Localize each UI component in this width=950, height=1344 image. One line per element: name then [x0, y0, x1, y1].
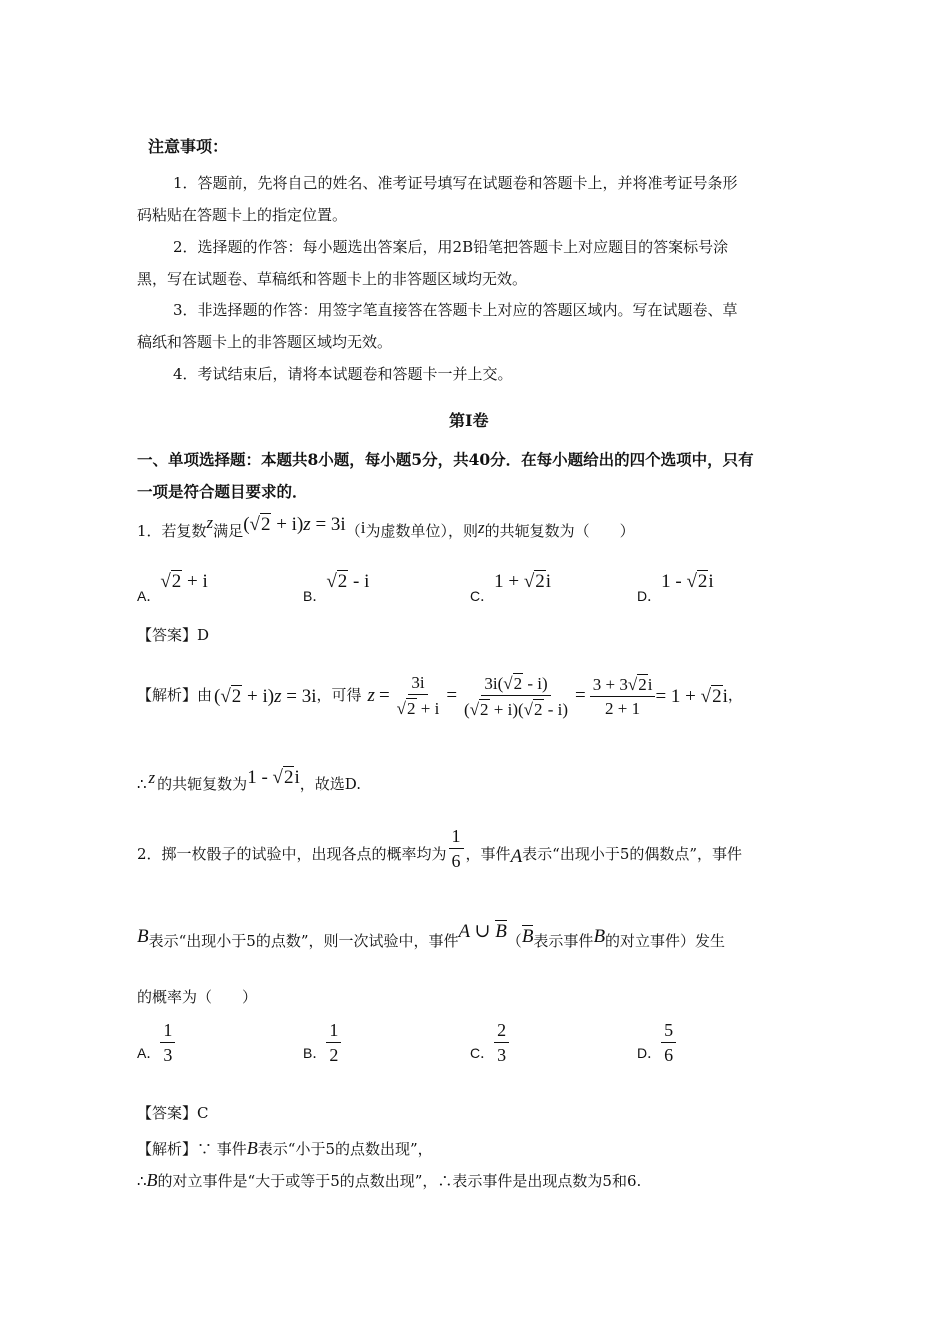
notice-item-2a: 2．选择题的作答：每小题选出答案后，用2B铅笔把答题卡上对应题目的答案标号涂	[173, 238, 729, 256]
q1-option-a-expr: √2 + i	[160, 571, 208, 592]
q1-analysis-given: (√2 + i)z = 3i	[214, 685, 317, 707]
q2-line2-paren-mid: 表示事件	[533, 932, 594, 950]
q2-stem-line-2	[137, 921, 726, 950]
q1-conclusion-mid: 的共轭复数为	[157, 775, 248, 793]
q2-line2-paren: （	[506, 932, 522, 950]
q2-analysis-b-suffix: 的对立事件是“大于或等于5的点数出现”，∴表示事件是出现点数为5和6.	[157, 1172, 642, 1190]
q1-eq-rhs: = 3i	[310, 514, 346, 535]
q2-option-a-den: 3	[163, 1045, 173, 1065]
q1-analysis-eq-rhs: = 3i	[281, 685, 317, 707]
q1-var-z-2: z	[477, 518, 485, 537]
q2-line1-suffix: 表示“出现小于5的偶数点”，事件	[522, 844, 743, 863]
section-heading-line-1: 一、单项选择题：本题共8小题，每小题5分，共40分．在每小题给出的四个选项中，只有	[137, 450, 754, 469]
q2-line1-mid: ，事件	[465, 844, 511, 863]
q1-stem-suffix: 的共轭复数为（ ）	[484, 522, 635, 540]
q2-paren-Bbar: B	[521, 926, 534, 947]
q1-paren-text: 为虚数单位），则	[365, 522, 478, 540]
q2-line2-end: 的对立事件）发生	[605, 932, 726, 950]
q1-conclusion-expr: 1 - √2i	[247, 767, 300, 788]
q1-frac1-den: √2 + i	[396, 698, 440, 718]
q1-stem-prefix: 1．若复数	[137, 522, 207, 540]
q2-event-A: A	[458, 921, 470, 942]
notice-item-1b: 码粘贴在答题卡上的指定位置。	[137, 206, 348, 224]
q2-line1-prefix: 2．掷一枚骰子的试验中，出现各点的概率均为	[137, 844, 447, 863]
q1-option-d-pre: 1 -	[661, 571, 687, 592]
q1-analysis-frac-2	[461, 673, 571, 718]
notice-item-3a: 3．非选择题的作答：用签字笔直接答在答题卡上对应的答题区域内。写在试题卷、草	[173, 301, 738, 319]
q1-option-c-label: C．	[470, 588, 495, 604]
q2-option-d-num: 5	[661, 1021, 676, 1043]
q1-analysis-result-lead: = 1 +	[655, 685, 701, 707]
q2-line2-mid: 表示“出现小于5的点数”，则一次试验中，事件	[148, 932, 459, 950]
q1-option-b-sqrt: 2	[337, 571, 348, 592]
q1-eq-sqrt-arg: 2	[260, 514, 271, 535]
q2-option-b-label: B．	[303, 1044, 327, 1061]
q1-conclusion-end: ，故选D.	[299, 775, 361, 793]
q1-option-c-expr: 1 + √2i	[494, 571, 552, 592]
notice-item-1a: 1．答题前，先将自己的姓名、准考证号填写在试题卷和答题卡上，并将准考证号条形	[173, 174, 738, 192]
q2-option-a	[137, 1021, 175, 1064]
q1-analysis: 【解析】由 (√2 + i)z = 3i ，可得 z = $\frac{3i}{√2 + i}$ = $\frac{3i(√2 - i)}{(√2 + i)(√2 - i)}$ = $\frac{3 + 3√2i}{2 + 1}$ = 1 + √2i ，	[137, 672, 743, 719]
q1-frac1-num: 3i	[408, 674, 427, 695]
q1-option-d-sqrt: 2	[697, 571, 708, 592]
q2-analysis-line-2	[137, 1171, 641, 1189]
q2-analysis-b-prefix: ∴	[137, 1172, 147, 1190]
q1-equation: (√2 + i)z = 3i	[243, 514, 346, 535]
q2-analysis-a-B: B	[246, 1138, 258, 1158]
q2-option-d-frac	[661, 1021, 676, 1064]
q1-paren-i: i	[360, 518, 366, 537]
q1-option-b	[303, 570, 370, 604]
q2-option-b-num: 1	[326, 1021, 341, 1043]
q2-event-expr	[459, 921, 507, 942]
q2-analysis-line-1	[137, 1139, 433, 1157]
q1-therefore: ∴	[137, 775, 147, 793]
q1-option-c-sqrt: 2	[535, 571, 545, 592]
q1-option-a	[137, 570, 208, 604]
notice-item-4: 4．考试结束后，请将本试题卷和答题卡一并上交。	[173, 365, 513, 383]
section-heading-line-2: 一项是符合题目要求的．	[137, 482, 308, 501]
q2-option-c	[470, 1021, 509, 1064]
volume-title: 第Ⅰ卷	[449, 411, 489, 430]
q1-stem-mid: 满足	[213, 522, 244, 540]
q1-paren-open: （	[345, 522, 361, 540]
q1-frac2-num: 3i(√2 - i)	[481, 673, 550, 696]
q1-analysis-label: 【解析】由	[137, 685, 213, 704]
q2-analysis-a-suffix: 表示“小于5的点数出现”，	[257, 1140, 433, 1158]
q2-prob-den: 6	[451, 850, 461, 871]
q1-frac2-num-lead: 3i	[484, 673, 498, 693]
q1-stem	[137, 513, 635, 540]
q2-option-a-num: 1	[160, 1021, 175, 1043]
q1-analysis-frac-3	[590, 674, 656, 717]
q2-prob-frac	[449, 827, 464, 870]
q2-stem-line-3: 的概率为（ ）	[137, 988, 258, 1006]
q2-analysis-b-B: B	[146, 1170, 158, 1190]
q2-option-a-label: A．	[137, 1044, 161, 1061]
q2-event-Bbar: B	[495, 921, 507, 942]
q1-option-c	[470, 570, 552, 604]
q1-eq-z: z	[303, 514, 311, 535]
q1-eq-rest: + i)	[271, 514, 304, 535]
q2-answer: 【答案】C	[137, 1104, 209, 1122]
q1-var-z: z	[206, 513, 214, 532]
q1-option-d-expr: 1 - √2i	[661, 571, 714, 592]
q2-option-c-den: 3	[497, 1045, 507, 1065]
q1-option-b-post: - i	[348, 571, 370, 592]
notice-item-3b: 稿纸和答题卡上的非答题区域均无效。	[137, 333, 393, 351]
q1-frac2-den: (√2 + i)(√2 - i)	[464, 699, 569, 719]
q2-option-b-frac	[326, 1021, 341, 1064]
q2-option-c-frac	[494, 1021, 509, 1064]
q1-analysis-result: = 1 + √2i	[655, 685, 728, 707]
q1-frac3-num: 3 + 3√2i	[590, 674, 656, 697]
q2-analysis-a-prefix: 【解析】∵ 事件	[137, 1140, 247, 1158]
q1-conclusion-z: z	[148, 768, 156, 787]
q2-option-d	[637, 1021, 676, 1064]
q2-paren-B: B	[593, 926, 606, 947]
q1-option-a-label: A．	[137, 588, 161, 604]
q1-analysis-frac-1	[394, 674, 443, 717]
q1-option-d-post: i	[708, 571, 714, 592]
q1-option-c-post: i	[545, 571, 552, 592]
q1-option-b-expr: √2 - i	[326, 571, 370, 592]
q1-analysis-z: z	[367, 684, 375, 706]
q1-answer: 【答案】D	[137, 626, 210, 644]
notice-title: 注意事项：	[148, 137, 229, 156]
q1-option-a-sqrt: 2	[171, 571, 182, 592]
q1-eq-open-paren: (	[243, 514, 250, 535]
q2-line2-var-B: B	[137, 926, 149, 947]
q1-analysis-get: ，可得	[316, 685, 362, 704]
q2-option-a-frac	[160, 1021, 175, 1064]
q1-conclusion	[137, 767, 361, 793]
q1-option-d	[637, 570, 714, 604]
q1-option-a-post: + i	[182, 571, 208, 592]
q1-option-c-pre: 1 +	[494, 571, 524, 592]
q1-frac3-num-lead: 3 + 3	[592, 674, 628, 694]
notice-item-2b: 黑，写在试题卷、草稿纸和答题卡上的非答题区域均无效。	[137, 270, 528, 288]
q2-prob-num: 1	[449, 827, 464, 849]
q1-option-d-label: D．	[637, 588, 662, 604]
q2-option-b-den: 2	[329, 1045, 339, 1065]
q2-var-A: A	[510, 845, 523, 867]
q2-option-b	[303, 1021, 341, 1064]
q2-option-c-num: 2	[494, 1021, 509, 1043]
q2-union: ∪	[469, 921, 496, 942]
q2-stem-line-1	[137, 826, 742, 882]
q1-frac3-den: 2 + 1	[605, 698, 641, 718]
q2-option-d-label: D．	[637, 1044, 662, 1061]
q2-option-d-den: 6	[664, 1045, 674, 1065]
q1-option-b-label: B．	[303, 588, 327, 604]
q2-option-c-label: C．	[470, 1044, 495, 1061]
